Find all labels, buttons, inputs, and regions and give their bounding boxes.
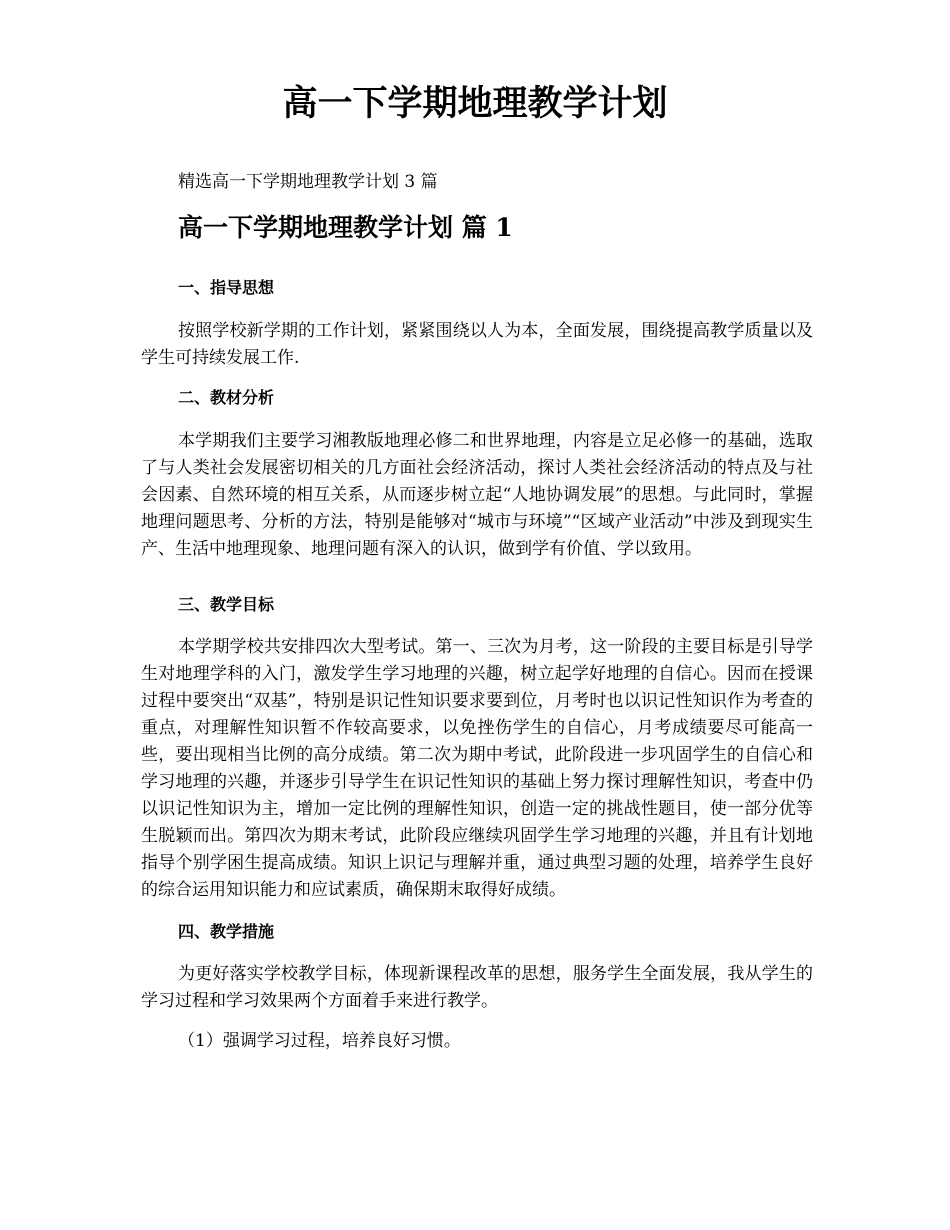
paragraph-textbook-analysis: 本学期我们主要学习湘教版地理必修二和世界地理，内容是立足必修一的基础，选取了与人类社会发展密切相关的几方面社会经济活动，探讨人类社会经济活动的特点及与社会因素、自然环境的相互关系，从而逐步树立起“人地协调发展”的思想。与此同时，掌握地理问题思考、分析的方法，特别是能够对“城市与环境”“区域产业活动”中涉及到现实生产、生活中地理现象、地理问题有深入的认识，做到学有价值、学以致用。 <box>141 431 813 559</box>
paragraph-measure-item-1: （1）强调学习过程，培养良好习惯。 <box>178 1031 461 1051</box>
paragraph-teaching-measures: 为更好落实学校教学目标，体现新课程改革的思想，服务学生全面发展，我从学生的学习过程和学习效果两个方面着手来进行教学。 <box>141 964 813 1011</box>
document-subtitle: 精选高一下学期地理教学计划 3 篇 <box>178 172 438 192</box>
section-heading-guiding-ideology: 一、指导思想 <box>178 278 275 297</box>
paragraph-teaching-goals: 本学期学校共安排四次大型考试。第一、三次为月考，这一阶段的主要目标是引导学生对地理学科的入门，激发学生学习地理的兴趣，树立起学好地理的自信心。因而在授课过程中要突出“双基”，特别是识记性知识要求要到位，月考时也以识记性知识作为考查的重点，对理解性知识暂不作较高要求，以免挫伤学生的自信心，月考成绩要尽可能高一些，要出现相当比例的高分成绩。第二次为期中考试，此阶段进一步巩固学生的自信心和学习地理的兴趣，并逐步引导学生在识记性知识的基础上努力探讨理解性知识，考查中仍以识记性知识为主，增加一定比例的理解性知识，创造一定的挑战性题目，使一部分优等生脱颖而出。第四次为期末考试，此阶段应继续巩固学生学习地理的兴趣，并且有计划地指导个别学困生提高成绩。知识上识记与理解并重，通过典型习题的处理，培养学生良好的综合运用知识能力和应试素质，确保期末取得好成绩。 <box>141 637 813 900</box>
part-heading: 高一下学期地理教学计划 篇 1 <box>178 213 513 242</box>
section-heading-textbook-analysis: 二、教材分析 <box>178 388 275 407</box>
section-heading-teaching-goals: 三、教学目标 <box>178 595 275 614</box>
document-title: 高一下学期地理教学计划 <box>282 83 668 124</box>
paragraph-guiding-ideology: 按照学校新学期的工作计划，紧紧围绕以人为本，全面发展，围绕提高教学质量以及学生可持续发展工作. <box>141 321 813 368</box>
section-heading-teaching-measures: 四、教学措施 <box>178 922 275 941</box>
